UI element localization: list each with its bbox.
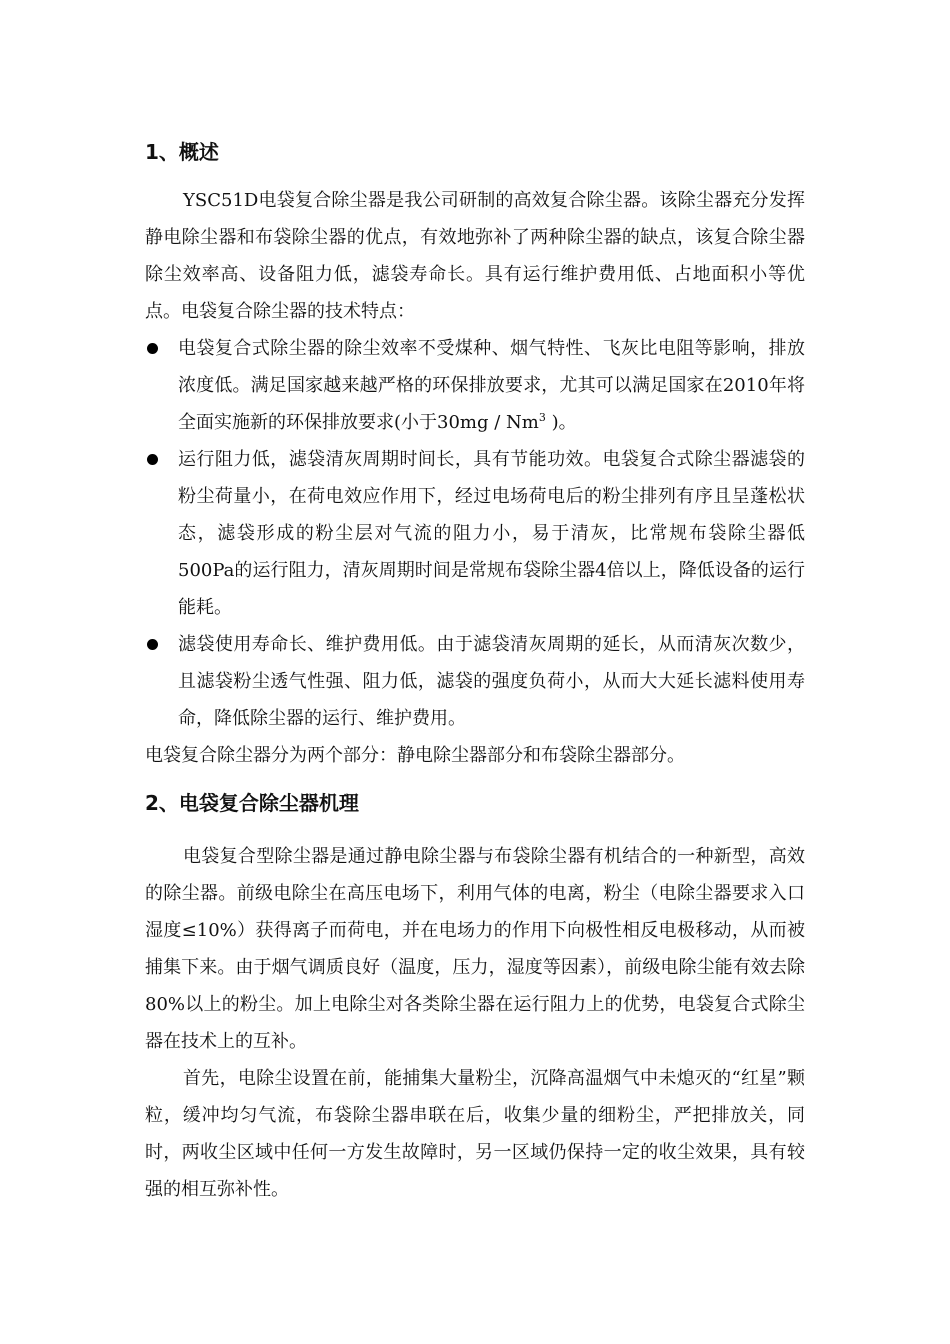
section-1-summary: 电袋复合除尘器分为两个部分：静电除尘器部分和布袋除尘器部分。 [145, 745, 685, 766]
section-2-paragraph-2: 首先，电除尘设置在前，能捕集大量粉尘，沉降高温烟气中未熄灭的“红星”颗粒，缓冲均匀气流，布袋除尘器串联在后，收集少量的细粉尘，严把排放关，同时，两收尘区域中任何一方发生故障时，另一区域仍保持一定的收尘效果，具有较强的相互弥补性。 [145, 1068, 805, 1200]
bullet-text: 电袋复合式除尘器的除尘效率不受煤种、烟气特性、飞灰比电阻等影响，排放浓度低。满足国家越来越严格的环保排放要求，尤其可以满足国家在2010年将全面实施新的环保排放要求(小于30mg / Nm$^3$ )。 [178, 338, 805, 433]
bullet-dot-icon [147, 343, 158, 354]
section-1-intro: YSC51D电袋复合除尘器是我公司研制的高效复合除尘器。该除尘器充分发挥静电除尘器和布袋除尘器的优点，有效地弥补了两种除尘器的缺点，该复合除尘器除尘效率高、设备阻力低，滤袋寿命长。具有运行维护费用低、占地面积小等优点。电袋复合除尘器的技术特点： [145, 190, 805, 322]
bullet-dot-icon [147, 639, 158, 650]
bullet-dot-icon [147, 454, 158, 465]
bullet-text: 滤袋使用寿命长、维护费用低。由于滤袋清灰周期的延长，从而清灰次数少，且滤袋粉尘透气性强、阻力低，滤袋的强度负荷小，从而大大延长滤料使用寿命，降低除尘器的运行、维护费用。 [178, 634, 805, 729]
bullet-text: 运行阻力低，滤袋清灰周期时间长，具有节能功效。电袋复合式除尘器滤袋的粉尘荷量小，在荷电效应作用下，经过电场荷电后的粉尘排列有序且呈蓬松状态，滤袋形成的粉尘层对气流的阻力小，易于清灰，比常规布袋除尘器低500Pa的运行阻力，清灰周期时间是常规布袋除尘器4倍以上，降低设备的运行能耗。 [178, 449, 805, 618]
section-2-heading: 2、电袋复合除尘器机理 [145, 791, 359, 815]
section-1-heading: 1、概述 [145, 140, 219, 164]
section-2-paragraph-1: 电袋复合型除尘器是通过静电除尘器与布袋除尘器有机结合的一种新型，高效的除尘器。前级电除尘在高压电场下，利用气体的电离，粉尘（电除尘器要求入口湿度≤10%）获得离子而荷电，并在电场力的作用下向极性相反电极移动，从而被捕集下来。由于烟气调质良好（温度，压力，湿度等因素），前级电除尘能有效去除80%以上的粉尘。加上电除尘对各类除尘器在运行阻力上的优势，电袋复合式除尘器在技术上的互补。 [145, 846, 805, 1052]
